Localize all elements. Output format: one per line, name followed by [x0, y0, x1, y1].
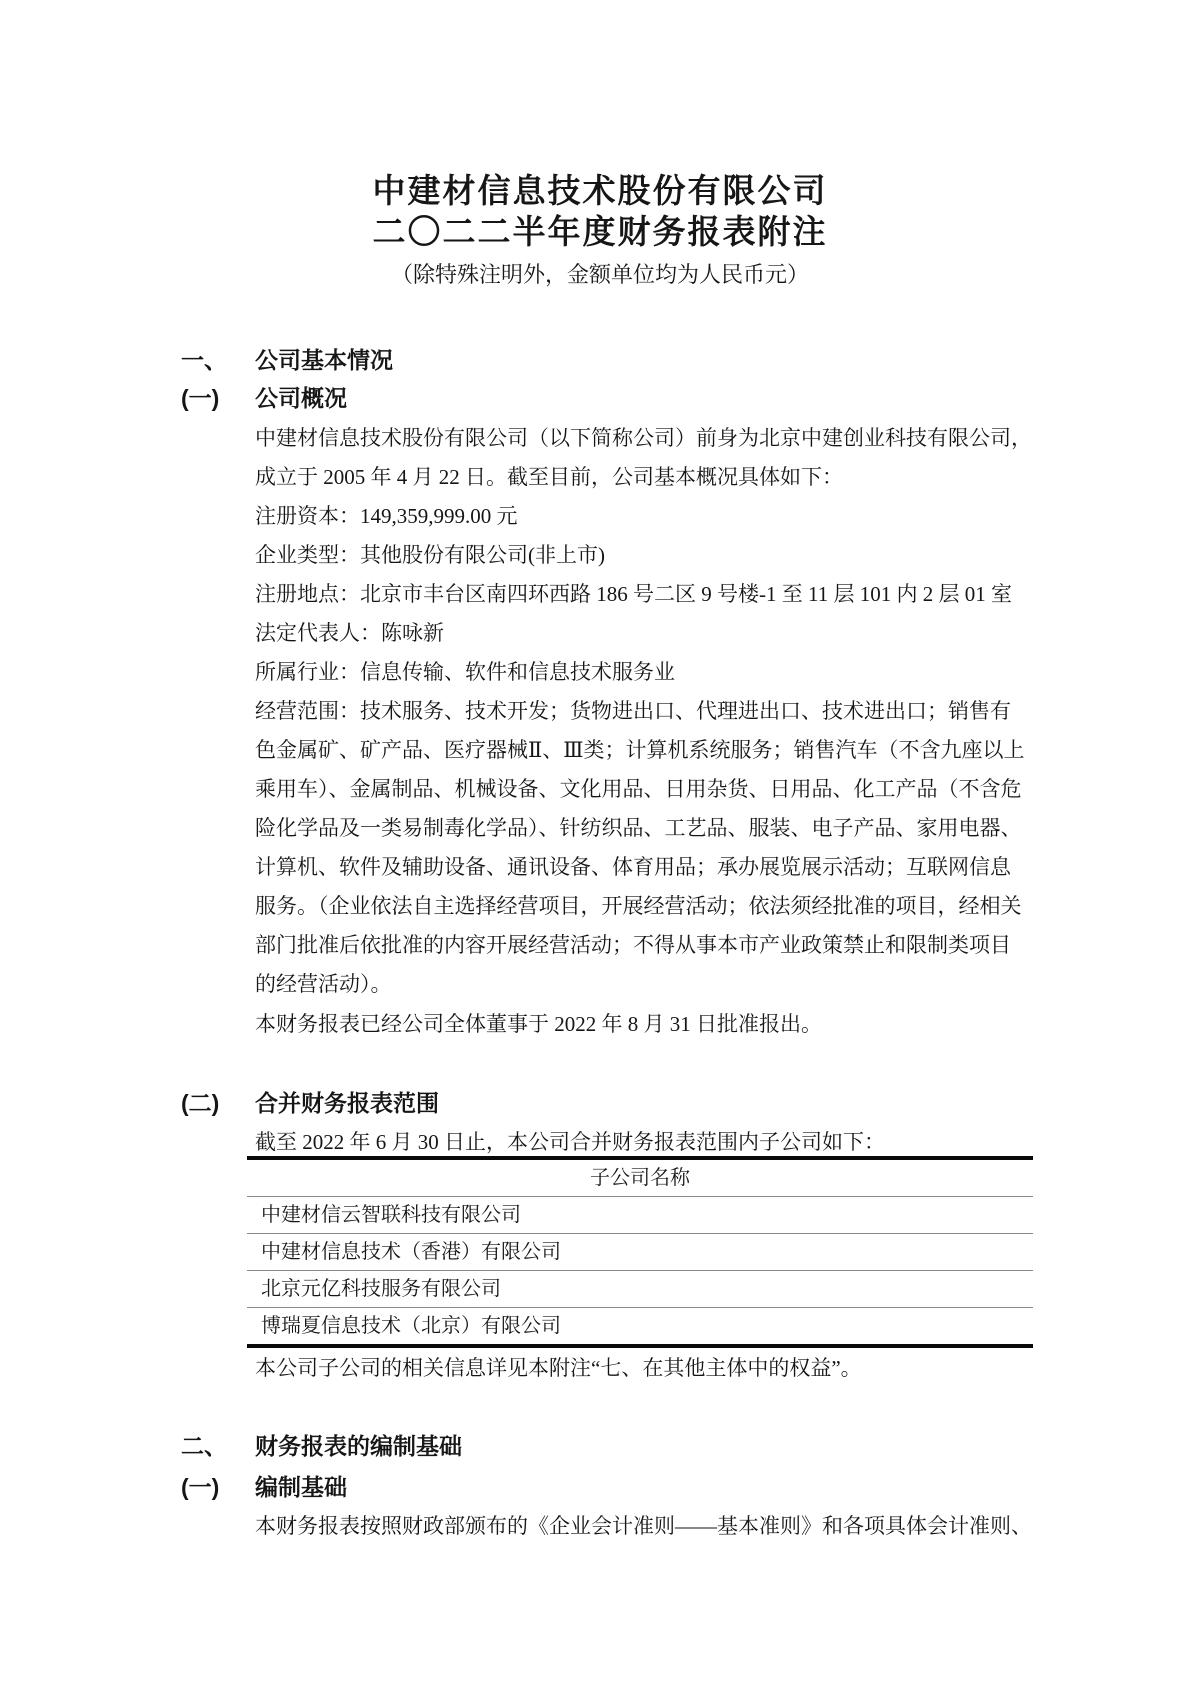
section-2-1-heading: [181, 1473, 347, 1501]
subsidiary-name-column-header: 子公司名称: [247, 1160, 1033, 1197]
body-line: 色金属矿、矿产品、医疗器械Ⅱ、Ⅲ类；计算机系统服务；销售汽车（不含九座以上: [255, 738, 1025, 762]
body-line: 企业类型：其他股份有限公司(非上市): [255, 543, 605, 567]
body-line: 部门批准后依批准的内容开展经营活动；不得从事本市产业政策禁止和限制类项目: [255, 933, 1011, 957]
body-line: 截至 2022 年 6 月 30 日止，本公司合并财务报表范围内子公司如下：: [255, 1130, 885, 1154]
section-2-title: 财务报表的编制基础: [255, 1433, 462, 1459]
section-2-number: 二、: [181, 1433, 227, 1459]
doc-unit-note: （除特殊注明外，金额单位均为人民币元）: [390, 262, 809, 287]
subsidiary-name: 中建材信云智联科技有限公司: [261, 1204, 521, 1226]
preparation-basis-paragraph: [255, 1507, 1055, 1546]
section-1-1-heading: [181, 384, 347, 412]
body-line: 本财务报表按照财政部颁布的《企业会计准则——基本准则》和各项具体会计准则、: [255, 1514, 1032, 1538]
doc-title-line1: 中建材信息技术股份有限公司: [372, 174, 828, 210]
approval-statement: [255, 1005, 1055, 1044]
body-line: 本财务报表已经公司全体董事于 2022 年 8 月 31 日批准报出。: [255, 1012, 822, 1036]
body-line: 注册资本：149,359,999.00 元: [255, 504, 518, 528]
subsidiaries-table: [247, 1156, 1033, 1348]
section-1-title: 公司基本情况: [255, 347, 393, 373]
body-line: 乘用车）、金属制品、机械设备、文化用品、日用杂货、日用品、化工产品（不含危: [255, 777, 1022, 801]
subsidiary-name: 博瑞夏信息技术（北京）有限公司: [261, 1315, 561, 1337]
section-1-2-number: (二): [181, 1090, 220, 1116]
company-overview-paragraph: [255, 419, 1055, 1004]
section-1-2-heading: [181, 1089, 439, 1117]
table-row: [247, 1233, 1033, 1270]
body-line: 经营范围：技术服务、技术开发；货物进出口、代理进出口、技术进出口；销售有: [255, 699, 1011, 723]
section-2-1-number: (一): [181, 1474, 220, 1500]
subsidiary-name: 北京元亿科技服务有限公司: [261, 1278, 501, 1300]
section-1-2-title: 合并财务报表范围: [255, 1090, 439, 1116]
subsidiary-name: 中建材信息技术（香港）有限公司: [261, 1241, 561, 1263]
subsidiaries-reference-note: [255, 1349, 1055, 1388]
table-row: [247, 1270, 1033, 1307]
body-line: 本公司子公司的相关信息详见本附注“七、在其他主体中的权益”。: [255, 1356, 862, 1380]
table-row: [247, 1307, 1033, 1344]
body-line: 中建材信息技术股份有限公司（以下简称公司）前身为北京中建创业科技有限公司，: [255, 426, 1032, 450]
section-1-number: 一、: [181, 347, 227, 373]
body-line: 法定代表人：陈咏新: [255, 621, 444, 645]
section-2-1-title: 编制基础: [255, 1474, 347, 1500]
section-2-heading: [181, 1432, 462, 1460]
body-line: 注册地点：北京市丰台区南四环西路 186 号二区 9 号楼-1 至 11 层 101 内 2 层 01 室: [255, 582, 1012, 606]
table-row: [247, 1197, 1033, 1233]
section-1-1-title: 公司概况: [255, 385, 347, 411]
body-line: 的经营活动）。: [255, 972, 392, 996]
section-1-heading: [181, 346, 393, 374]
body-line: 所属行业：信息传输、软件和信息技术服务业: [255, 660, 675, 684]
doc-title-line2: 二〇二二半年度财务报表附注: [372, 215, 828, 251]
body-line: 成立于 2005 年 4 月 22 日。截至目前，公司基本概况具体如下：: [255, 465, 843, 489]
section-1-1-number: (一): [181, 385, 220, 411]
body-line: 险化学品及一类易制毒化学品）、针纺织品、工艺品、服装、电子产品、家用电器、: [255, 816, 1022, 840]
body-line: 服务。（企业依法自主选择经营项目，开展经营活动；依法须经批准的项目，经相关: [255, 894, 1022, 918]
body-line: 计算机、软件及辅助设备、通讯设备、体育用品；承办展览展示活动；互联网信息: [255, 855, 1011, 879]
